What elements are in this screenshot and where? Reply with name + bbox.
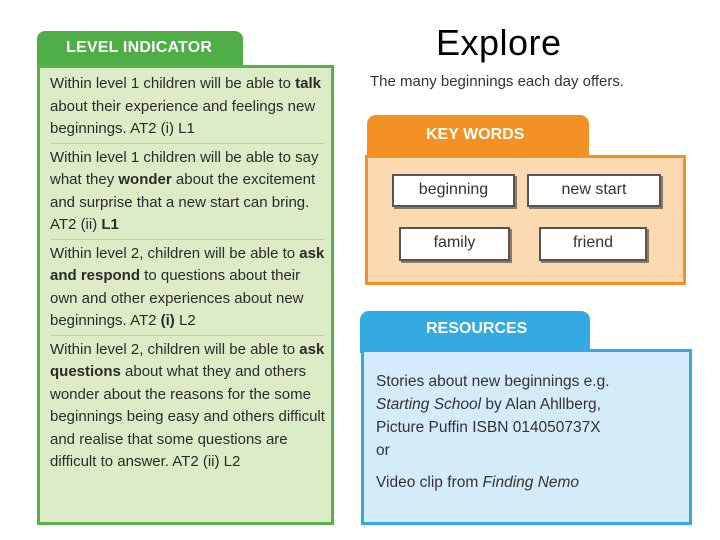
text-run: about their experience and feelings new beginnings. AT2 (i) L1	[50, 97, 316, 137]
resources-heading: RESOURCES	[360, 311, 590, 353]
level-indicator-heading: LEVEL INDICATOR	[37, 31, 243, 67]
title-text: Starting School	[376, 396, 482, 413]
text-run: or	[376, 442, 390, 459]
text-run: L2	[174, 312, 196, 329]
resource-line	[376, 416, 689, 439]
level-indicator-panel	[37, 65, 334, 525]
resource-spacer	[376, 462, 689, 471]
title-text: Finding Nemo	[482, 474, 580, 491]
text-run: Within level 2, children will be able to	[50, 244, 300, 262]
level-indicator-paragraph	[50, 243, 325, 336]
text-run: about the excitement and surprise that a new start can bring. AT2 (ii)	[50, 171, 316, 233]
text-run: Within level 1 children will be able to	[50, 75, 296, 92]
text-run: Within level 1 children will be able to say what they	[50, 148, 319, 188]
resources-panel	[361, 349, 692, 525]
key-word-card: new start	[527, 174, 661, 207]
emphasized-text: wonder	[118, 171, 172, 188]
text-run: to questions about their own and other experiences about new beginnings. AT2	[50, 267, 304, 329]
key-word-card: beginning	[392, 174, 515, 207]
emphasized-text: (i)	[160, 312, 175, 329]
level-indicator-paragraph	[50, 73, 325, 144]
resource-line	[376, 439, 689, 462]
level-indicator-paragraph	[50, 147, 325, 240]
key-words-panel	[365, 155, 686, 285]
page-subtitle: The many beginnings each day offers.	[370, 73, 625, 90]
emphasized-text: ask and respond	[50, 244, 325, 284]
text-run: by Alan Ahllberg,	[481, 396, 601, 413]
text-run: Stories about new beginnings e.g.	[376, 373, 610, 390]
key-word-card: friend	[539, 227, 647, 261]
resource-line	[376, 393, 689, 416]
resource-line	[376, 370, 689, 393]
key-word-card: family	[399, 227, 510, 261]
text-run: Picture Puffin ISBN 014050737X	[376, 419, 601, 436]
text-run: Within level 2, children will be able to	[50, 340, 300, 358]
emphasized-text: ask questions	[50, 340, 325, 380]
emphasized-text: L1	[101, 216, 119, 233]
text-run: Video clip from	[376, 474, 483, 491]
text-run: about what they and others wonder about the reasons for the some beginnings being easy and others difficult and realise that some questions are difficult to answer. AT2 (ii) L2	[50, 363, 325, 470]
page-title: Explore	[436, 22, 562, 63]
emphasized-text: talk	[295, 75, 321, 92]
key-words-heading: KEY WORDS	[367, 115, 589, 157]
resource-line	[376, 471, 689, 494]
level-indicator-paragraph	[50, 339, 325, 476]
